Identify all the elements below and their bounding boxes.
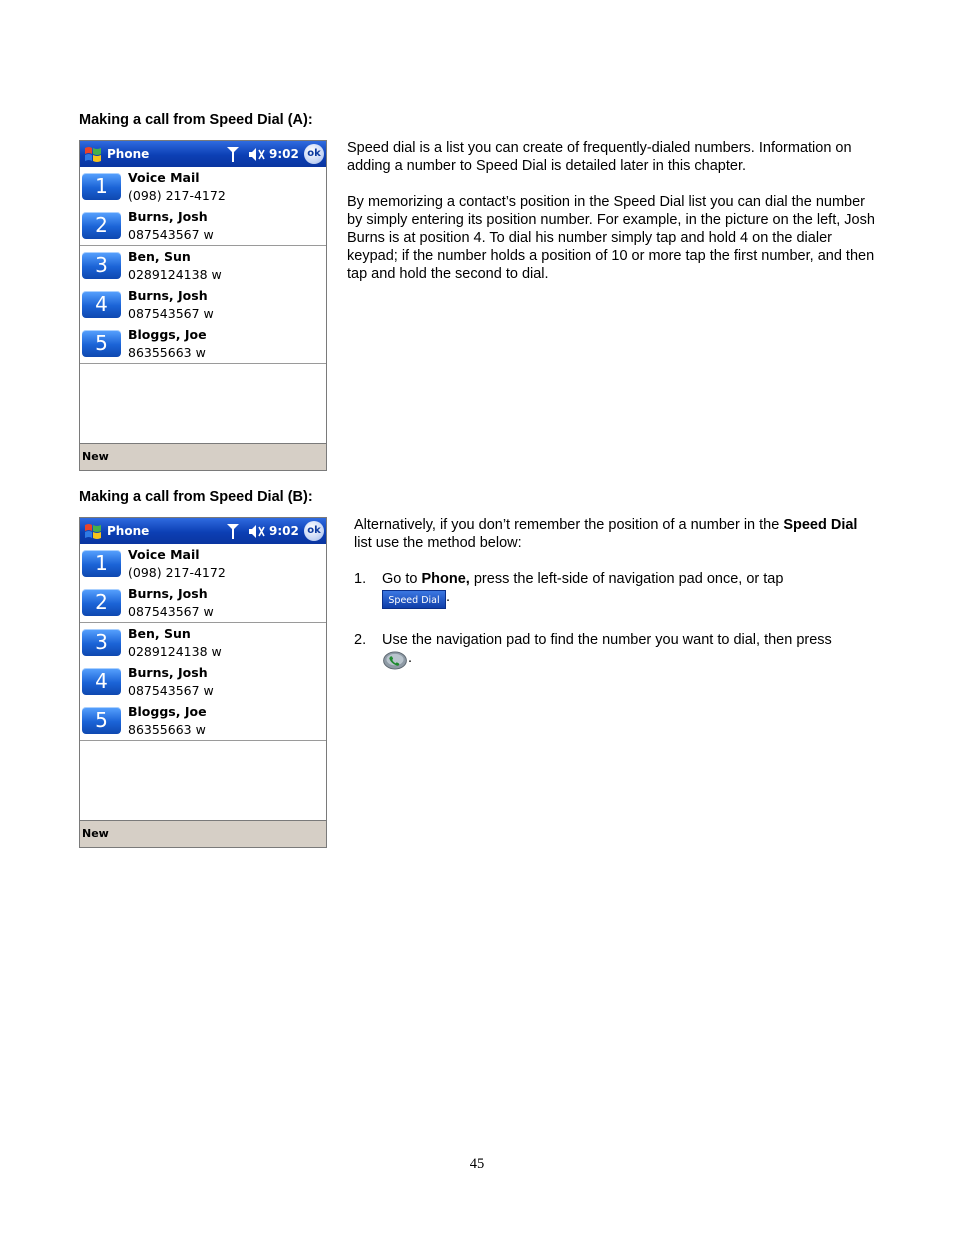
windows-start-icon[interactable] xyxy=(83,521,103,541)
new-menu-button[interactable]: New xyxy=(82,827,109,840)
step-1-bold: Phone, xyxy=(421,571,470,587)
contact-name: Burns, Josh xyxy=(128,664,208,680)
step-1-body xyxy=(382,570,879,609)
step-1-before: Go to xyxy=(382,571,422,587)
contact-number: 087543567 w xyxy=(128,682,214,698)
contact-number: 86355663 w xyxy=(128,345,206,361)
speed-dial-position: 4 xyxy=(82,668,121,695)
step-2-text: Use the navigation pad to find the number you want to dial, then press xyxy=(382,632,832,648)
phone-title-bar xyxy=(80,141,326,167)
intro-bold: Speed Dial xyxy=(783,517,858,533)
step-2-number: 2. xyxy=(354,632,367,648)
contact-number: 0289124138 w xyxy=(128,266,222,282)
signal-antenna-icon[interactable] xyxy=(226,146,240,162)
step-2-end: . xyxy=(408,650,413,666)
speed-dial-position: 5 xyxy=(82,707,121,734)
new-menu-button[interactable]: New xyxy=(82,450,109,463)
speed-dial-entry[interactable] xyxy=(80,285,326,325)
speed-dial-entry[interactable] xyxy=(80,623,326,663)
step-2 xyxy=(354,631,879,670)
contact-name: Bloggs, Joe xyxy=(128,704,207,720)
contact-name: Bloggs, Joe xyxy=(128,327,207,343)
windows-start-icon[interactable] xyxy=(83,144,103,164)
contact-number: 86355663 w xyxy=(128,722,206,738)
speed-dial-position: 5 xyxy=(82,330,121,357)
alternative-method-text xyxy=(354,516,879,552)
speed-dial-entry[interactable] xyxy=(80,544,326,584)
speed-dial-position: 2 xyxy=(82,212,121,239)
contact-name: Voice Mail xyxy=(128,547,200,562)
phone-title: Phone xyxy=(107,524,150,538)
volume-speaker-icon[interactable] xyxy=(248,147,266,162)
phone-screenshot-b xyxy=(79,517,327,848)
speed-dial-entry[interactable] xyxy=(80,583,326,623)
section-b-heading: Making a call from Speed Dial (B): xyxy=(79,489,313,505)
contact-number: (098) 217-4172 xyxy=(128,188,226,203)
step-1-after: press the left-side of navigation pad once, or tap xyxy=(469,571,784,587)
contact-name: Ben, Sun xyxy=(128,625,191,641)
contact-number: 087543567 w xyxy=(128,227,214,243)
ok-button[interactable]: ok xyxy=(304,521,324,541)
step-1-end: . xyxy=(446,589,451,605)
step-2-body xyxy=(382,631,879,670)
section-a-heading: Making a call from Speed Dial (A): xyxy=(79,112,313,128)
speed-dial-position: 2 xyxy=(82,589,121,616)
step-1-number: 1. xyxy=(354,571,367,587)
contact-number: 087543567 w xyxy=(128,305,214,321)
signal-antenna-icon[interactable] xyxy=(226,523,240,539)
contact-name: Ben, Sun xyxy=(128,248,191,264)
intro-before: Alternatively, if you don’t remember the position of a number in the xyxy=(354,517,784,533)
page-number: 45 xyxy=(469,1156,485,1172)
speed-dial-position: 4 xyxy=(82,291,121,318)
phone-title: Phone xyxy=(107,147,150,161)
speed-dial-position: 3 xyxy=(82,252,121,279)
speed-dial-entry[interactable] xyxy=(80,246,326,286)
status-clock[interactable]: 9:02 xyxy=(269,524,299,538)
speed-dial-position: 3 xyxy=(82,629,121,656)
speed-dial-position: 1 xyxy=(82,173,121,200)
contact-name: Voice Mail xyxy=(128,170,200,185)
intro-after: list use the method below: xyxy=(354,535,522,551)
ok-button[interactable]: ok xyxy=(304,144,324,164)
contact-number: (098) 217-4172 xyxy=(128,565,226,580)
step-1 xyxy=(354,570,879,609)
phone-menu-bar xyxy=(80,443,326,470)
phone-screenshot-a xyxy=(79,140,327,471)
speed-dial-entry[interactable] xyxy=(80,662,326,702)
contact-name: Burns, Josh xyxy=(128,287,208,303)
speed-dial-entry[interactable] xyxy=(80,206,326,246)
contact-name: Burns, Josh xyxy=(128,209,208,225)
volume-speaker-icon[interactable] xyxy=(248,524,266,539)
contact-name: Burns, Josh xyxy=(128,586,208,602)
status-clock[interactable]: 9:02 xyxy=(269,147,299,161)
speed-dial-entry[interactable] xyxy=(80,701,326,741)
speed-dial-intro-text: Speed dial is a list you can create of frequently-dialed numbers. Information on adding a number to Speed Dial is detailed later in this chapter. xyxy=(347,140,852,174)
speed-dial-position-text: By memorizing a contact’s position in the Speed Dial list you can dial the number by simply entering its position number. For example, in the picture on the left, Josh Burns is at position 4. To dial his number simply tap and hold 4 on the dialer keypad; if the number holds a position of 10 or more tap the first number, and then tap and hold the second to dial. xyxy=(347,194,875,282)
phone-title-bar xyxy=(80,518,326,544)
speed-dial-entry[interactable] xyxy=(80,324,326,364)
speed-dial-entry[interactable] xyxy=(80,167,326,207)
speed-dial-button-icon: Speed Dial xyxy=(382,590,446,609)
call-button-icon xyxy=(382,651,408,670)
speed-dial-position: 1 xyxy=(82,550,121,577)
contact-number: 0289124138 w xyxy=(128,643,222,659)
contact-number: 087543567 w xyxy=(128,604,214,620)
phone-menu-bar xyxy=(80,820,326,847)
